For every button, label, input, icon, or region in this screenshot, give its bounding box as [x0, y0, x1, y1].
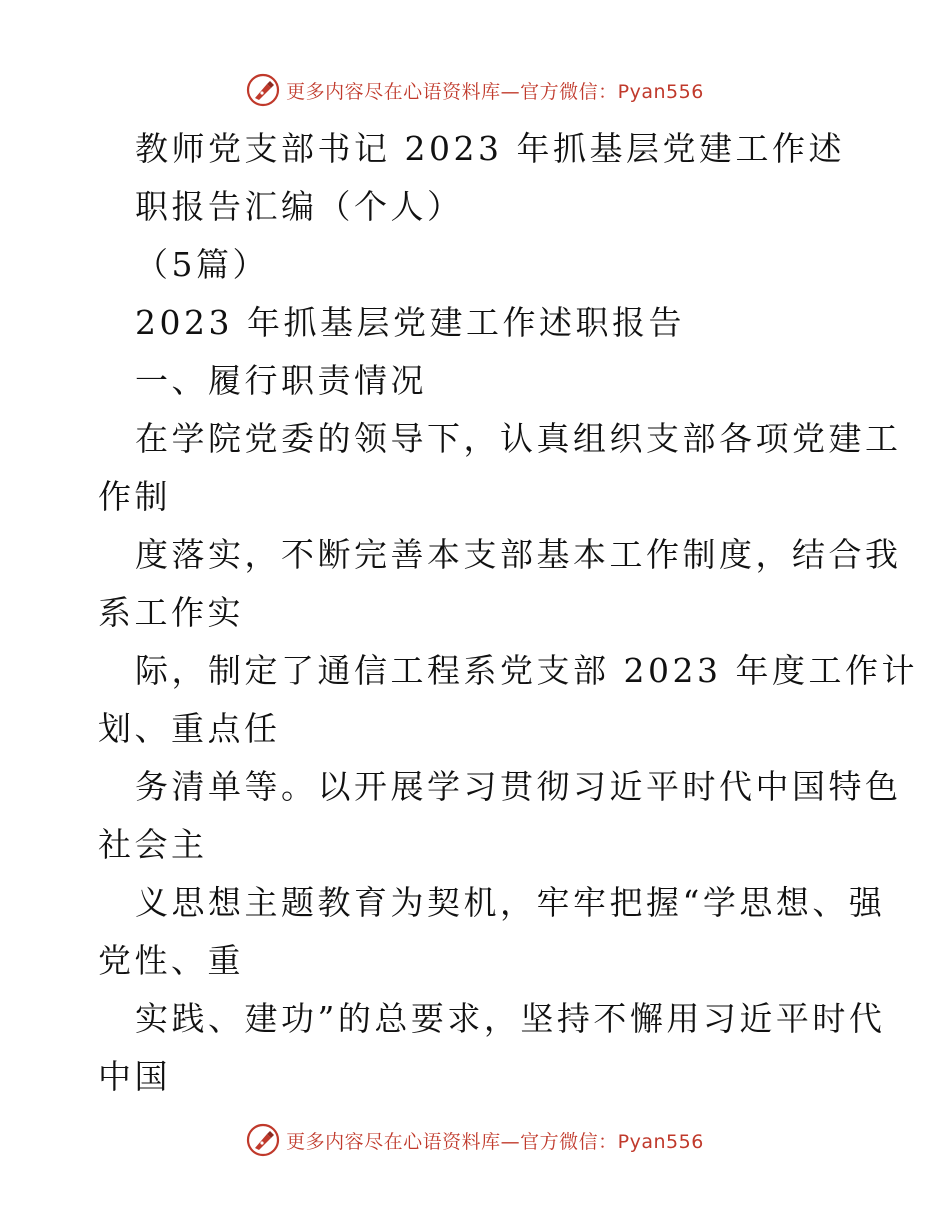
body-line: 社会主 [98, 825, 208, 864]
body-line: 系工作实 [98, 593, 244, 632]
section-title: 2023 年抓基层党建工作述职报告 [135, 303, 685, 342]
body-line: 中国 [98, 1057, 171, 1096]
banner-text: 更多内容尽在心语资料库—官方微信：Pyan556 [286, 80, 704, 103]
body-line: 作制 [98, 477, 171, 516]
fountain-pen-logo-icon [246, 1123, 280, 1157]
doc-title-line-2: 职报告汇编（个人） [135, 187, 464, 226]
doc-title-line-3: （5篇） [135, 245, 269, 284]
doc-title-line-1: 教师党支部书记 2023 年抓基层党建工作述 [135, 129, 845, 168]
body-line: 划、重点任 [98, 709, 281, 748]
body-line: 务清单等。以开展学习贯彻习近平时代中国特色 [135, 767, 902, 806]
body-line: 实践、建功”的总要求，坚持不懈用习近平时代 [135, 999, 886, 1038]
fountain-pen-logo-icon [246, 73, 280, 107]
body-line: 际，制定了通信工程系党支部 2023 年度工作计 [135, 651, 918, 690]
body-line: 在学院党委的领导下，认真组织支部各项党建工 [135, 419, 902, 458]
banner-text: 更多内容尽在心语资料库—官方微信：Pyan556 [286, 1130, 704, 1153]
footer-banner [0, 1120, 950, 1160]
body-line: 义思想主题教育为契机，牢牢把握“学思想、强 [135, 883, 886, 922]
body-line: 度落实，不断完善本支部基本工作制度，结合我 [135, 535, 902, 574]
body-line: 党性、重 [98, 941, 244, 980]
heading-1: 一、履行职责情况 [135, 361, 427, 400]
header-banner [0, 70, 950, 110]
